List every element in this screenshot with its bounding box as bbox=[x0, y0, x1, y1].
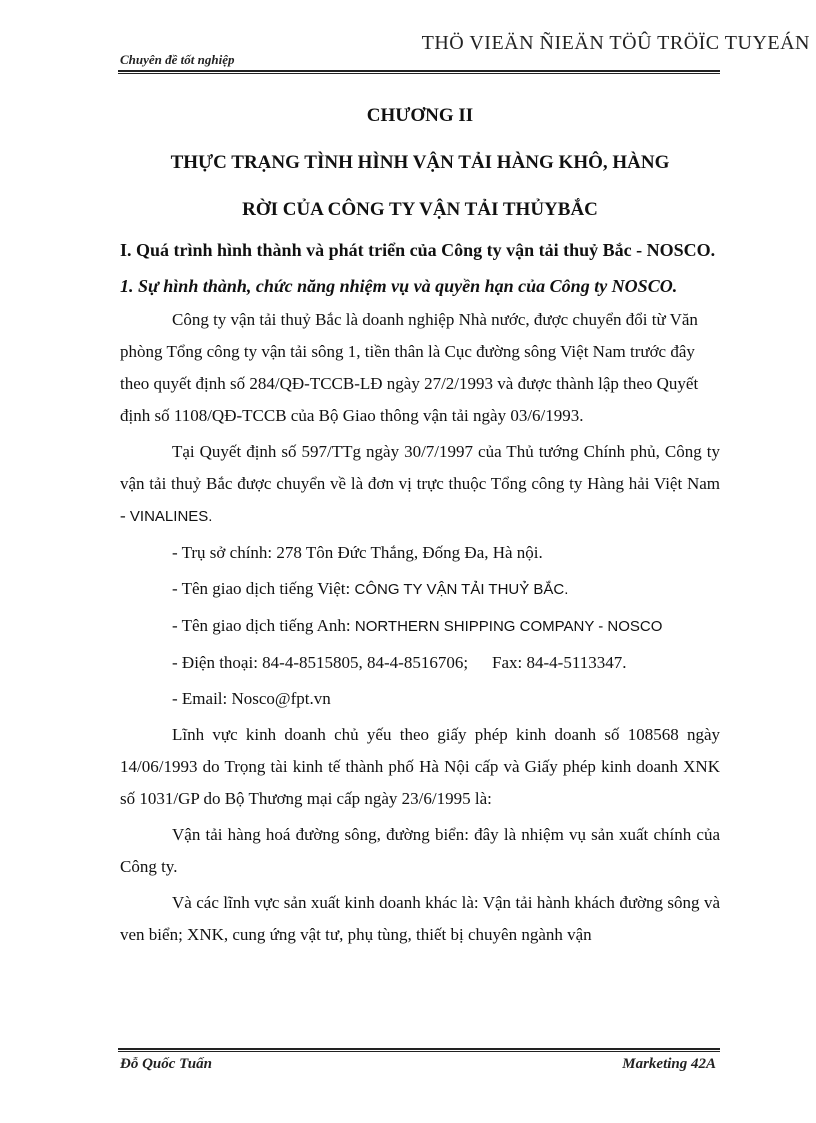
subsection-heading: 1. Sự hình thành, chức năng nhiệm vụ và quyền hạn của Công ty NOSCO. bbox=[120, 276, 678, 296]
chapter-title-line-2: RỜI CỦA CÔNG TY VẬN TẢI THỦYBẮC bbox=[242, 199, 598, 220]
footer-author: Đỗ Quốc Tuấn bbox=[120, 1056, 212, 1072]
english-name-label: - Tên giao dịch tiếng Anh: bbox=[172, 616, 355, 635]
email-item: - Email: Nosco@fpt.vn bbox=[172, 689, 331, 708]
paragraph-2 bbox=[120, 436, 720, 533]
header-rule bbox=[118, 70, 720, 74]
phone-text: - Điện thoại: 84-4-8515805, 84-4-8516706; bbox=[172, 653, 469, 672]
english-name-item bbox=[120, 610, 720, 643]
fax-text: Fax: 84-4-5113347. bbox=[492, 653, 627, 672]
vietnamese-name-value: CÔNG TY VẬN TẢI THUỶ BẮC. bbox=[354, 581, 569, 598]
section-heading: I. Quá trình hình thành và phát triển của Công ty vận tải thuỷ Bắc - NOSCO. bbox=[120, 240, 716, 260]
paragraph-1: Công ty vận tải thuỷ Bắc là doanh nghiệp Nhà nước, được chuyển đổi từ Văn phòng Tổng công ty vận tải sông 1, tiền thân là Cục đường sông Việt Nam trước đây theo quyết định số 284/QĐ-TCCB-LĐ ngày 27/2/1993 và được thành lập theo Quyết định số 1108/QĐ-TCCB của Bộ Giao thông vận tải ngày 03/6/1993. bbox=[120, 310, 699, 425]
footer-rule bbox=[118, 1048, 720, 1052]
vinalines-text: VINALINES. bbox=[129, 508, 213, 525]
phone-fax-item bbox=[120, 647, 720, 679]
watermark-header: THÖ VIEÄN ÑIEÄN TÖÛ TRÖÏC TUYEÁN bbox=[421, 32, 810, 54]
vietnamese-name-item bbox=[120, 573, 720, 606]
paragraph-5: Và các lĩnh vực sản xuất kinh doanh khác là: Vận tải hành khách đường sông và ven biển; XNK, cung ứng vật tư, phụ tùng, thiết bị chuyên ngành vận bbox=[120, 893, 720, 944]
chapter-title-line-1: THỰC TRẠNG TÌNH HÌNH VẬN TẢI HÀNG KHÔ, HÀNG bbox=[170, 152, 670, 173]
english-name-value: NORTHERN SHIPPING COMPANY - NOSCO bbox=[354, 618, 663, 635]
paragraph-3: Lĩnh vực kinh doanh chủ yếu theo giấy phép kinh doanh số 108568 ngày 14/06/1993 do Trọng tài kinh tế thành phố Hà Nội cấp và Giấy phép kinh doanh XNK số 1031/GP do Bộ Thương mại cấp ngày 23/6/1995 là: bbox=[120, 725, 720, 808]
page-content bbox=[120, 100, 720, 955]
paragraph-4: Vận tải hàng hoá đường sông, đường biển: đây là nhiệm vụ sản xuất chính của Công ty. bbox=[120, 825, 720, 876]
chapter-heading: CHƯƠNG II bbox=[366, 105, 474, 126]
vietnamese-name-label: - Tên giao dịch tiếng Việt: bbox=[172, 579, 355, 598]
paragraph-2-text: Tại Quyết định số 597/TTg ngày 30/7/1997 của Thủ tướng Chính phủ, Công ty vận tải thuỷ Bắc được chuyển về là đơn vị trực thuộc Tổng công ty Hàng hải Việt Nam - bbox=[120, 442, 720, 525]
footer-class: Marketing 42A bbox=[622, 1056, 716, 1072]
running-title: Chuyên đề tốt nghiệp bbox=[120, 52, 235, 67]
headquarters-item: - Trụ sở chính: 278 Tôn Đức Thắng, Đống Đa, Hà nội. bbox=[172, 543, 543, 562]
